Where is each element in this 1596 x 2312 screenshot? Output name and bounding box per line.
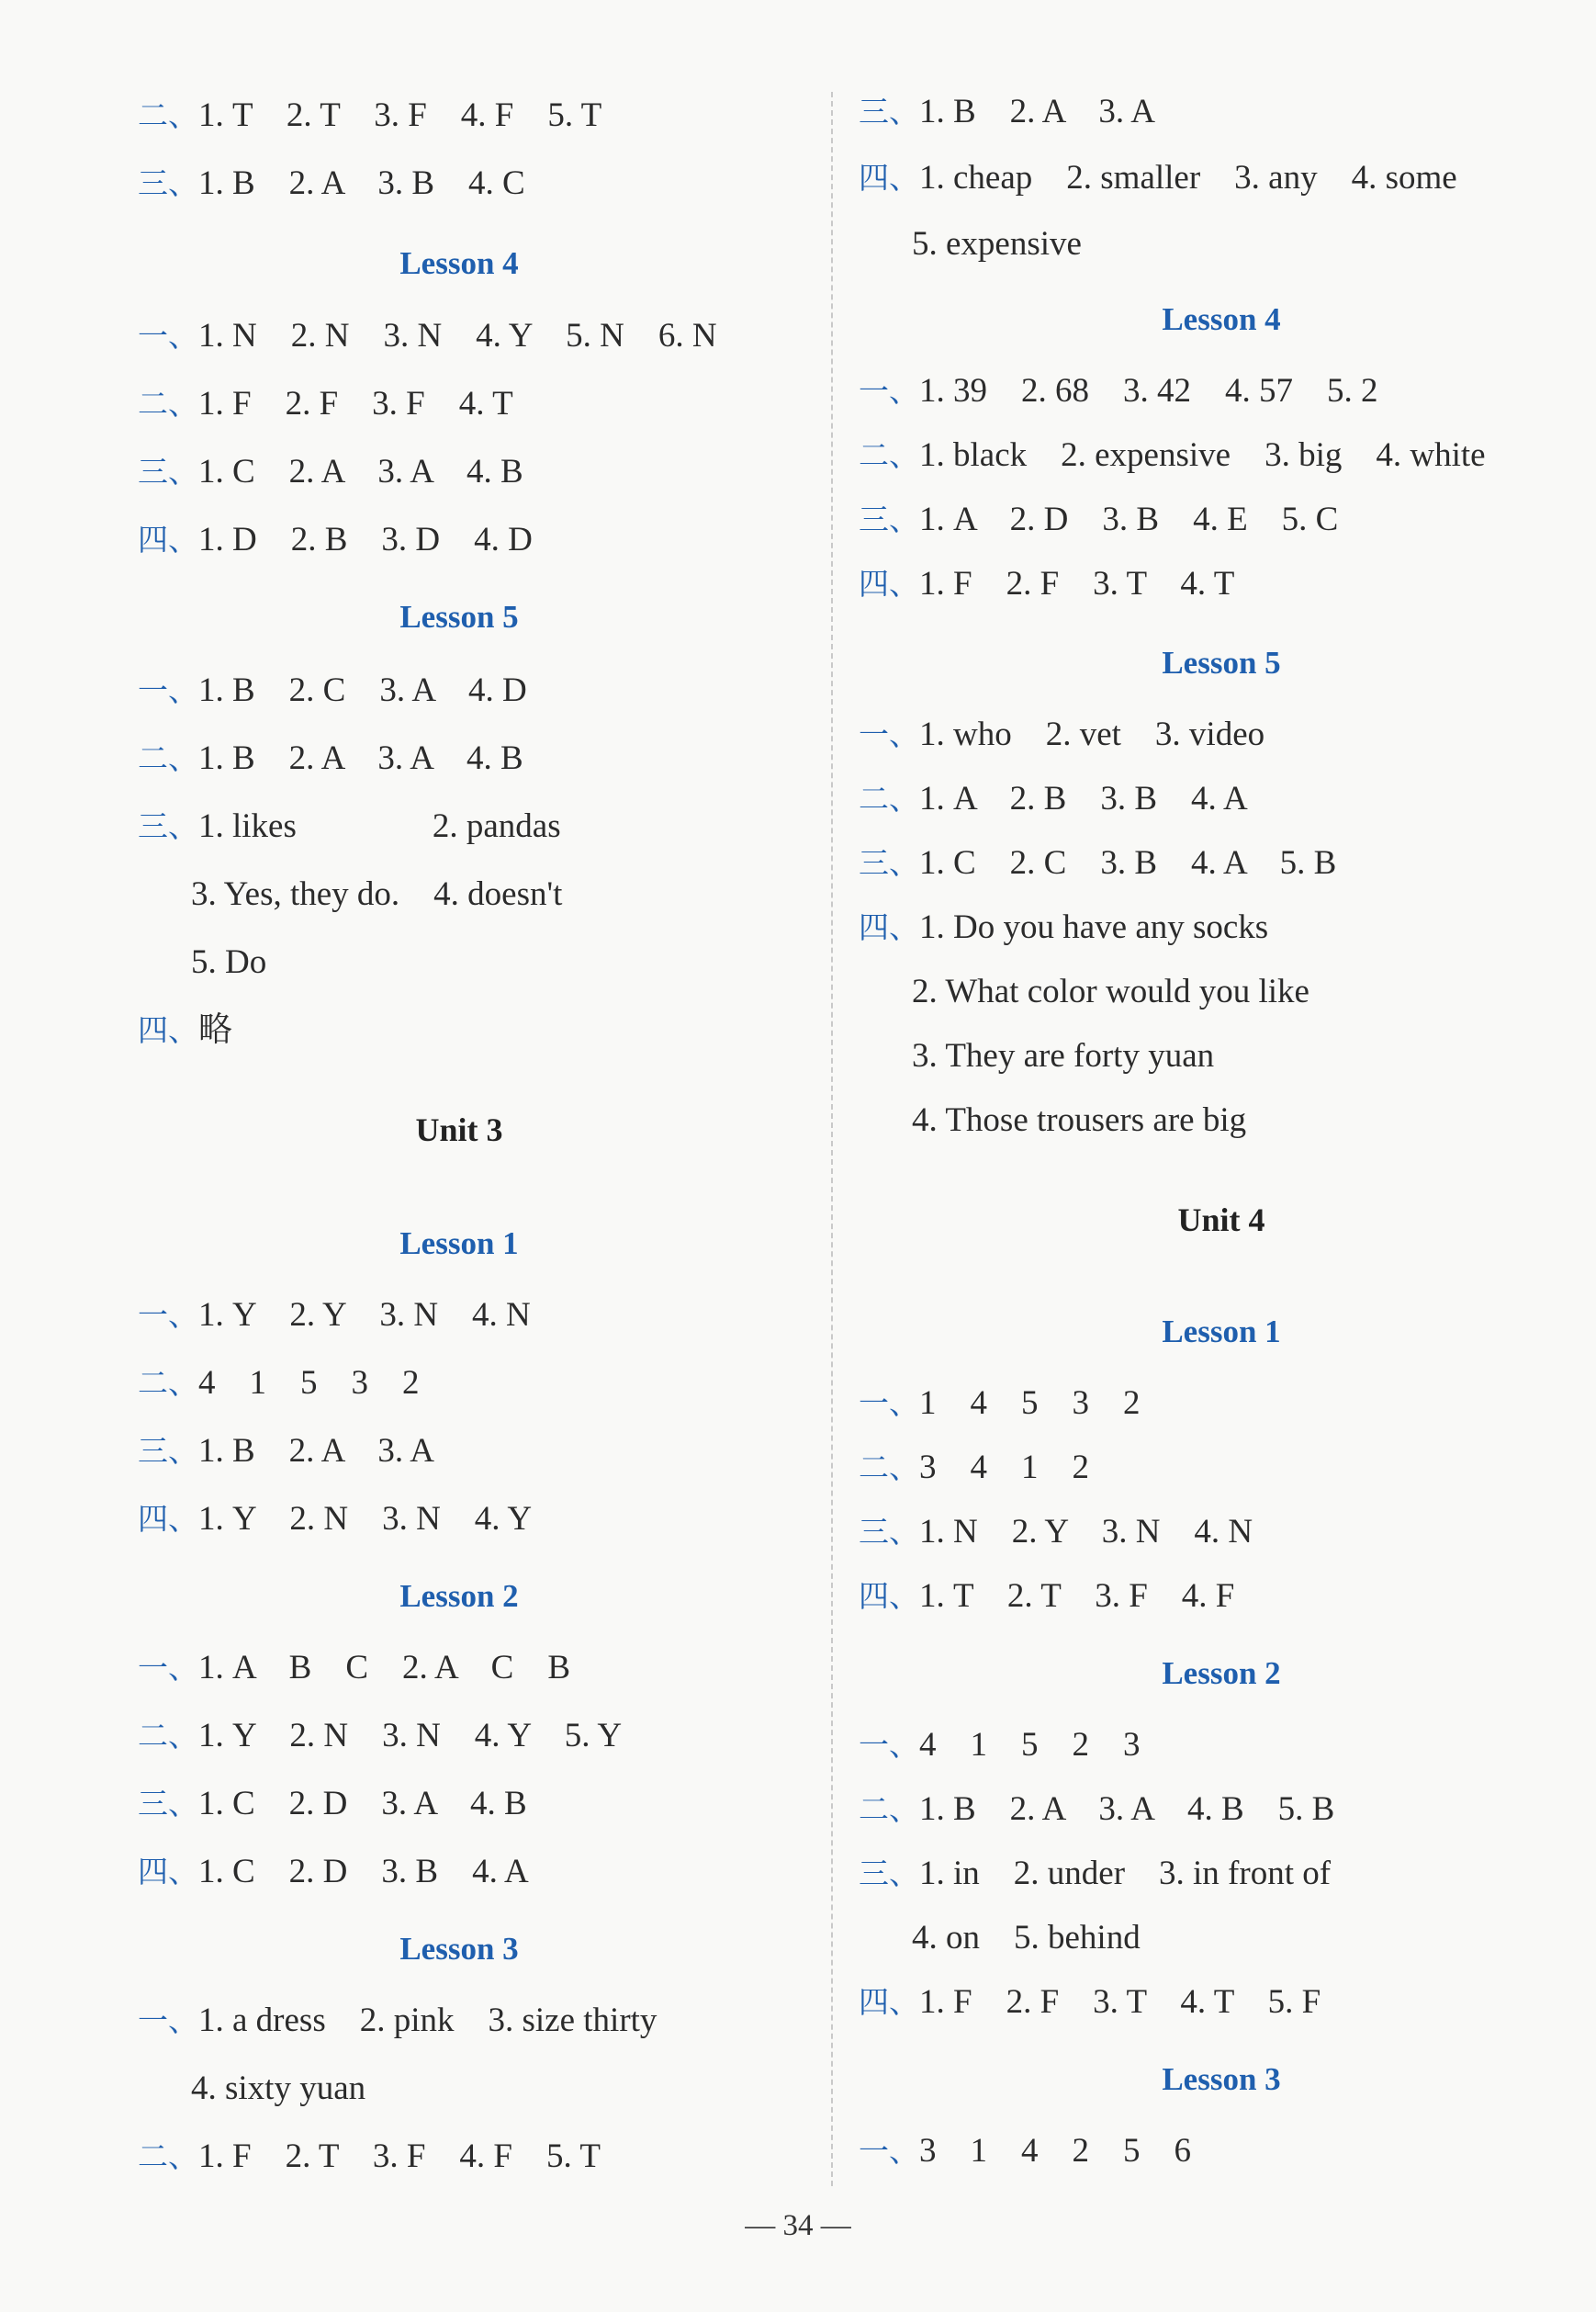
lesson-heading: Lesson 4 xyxy=(399,245,519,281)
answer-line: 二、1. F 2. F 3. F 4. T xyxy=(138,385,513,423)
answer-line: 一、1. who 2. vet 3. video xyxy=(859,716,1265,753)
answer-line: 四、1. T 2. T 3. F 4. F xyxy=(859,1577,1235,1615)
answer-line: 4. on 5. behind xyxy=(912,1919,1141,1957)
answer-line: 三、1. likes 2. pandas xyxy=(138,807,561,845)
answer-line: 一、1. Y 2. Y 3. N 4. N xyxy=(138,1296,531,1334)
answer-line: 二、1. A 2. B 3. B 4. A xyxy=(859,780,1248,818)
answer-line: 三、1. B 2. A 3. B 4. C xyxy=(138,164,525,202)
answer-line: 四、1. C 2. D 3. B 4. A xyxy=(138,1853,529,1890)
answer-line: 四、1. Do you have any socks xyxy=(859,908,1269,946)
answer-line: 5. Do xyxy=(191,943,267,981)
answer-line: 4. Those trousers are big xyxy=(912,1101,1247,1139)
answer-line: 二、1. B 2. A 3. A 4. B 5. B xyxy=(859,1790,1335,1828)
answer-line: 二、1. B 2. A 3. A 4. B xyxy=(138,739,523,777)
answer-line: 一、1. 39 2. 68 3. 42 4. 57 5. 2 xyxy=(859,372,1378,410)
answer-line: 一、4 1 5 2 3 xyxy=(859,1726,1141,1764)
answer-line: 4. sixty yuan xyxy=(191,2070,366,2107)
answer-line: 三、1. N 2. Y 3. N 4. N xyxy=(859,1513,1253,1551)
unit-heading: Unit 4 xyxy=(1177,1201,1265,1238)
answer-line: 一、1 4 5 3 2 xyxy=(859,1384,1141,1422)
lesson-heading: Lesson 5 xyxy=(399,599,519,635)
answer-line: 二、3 4 1 2 xyxy=(859,1449,1089,1486)
answer-line: 一、1. a dress 2. pink 3. size thirty xyxy=(138,2002,658,2039)
lesson-heading: Lesson 5 xyxy=(1162,645,1281,681)
answer-line: 3. They are forty yuan xyxy=(912,1037,1215,1075)
answer-line: 一、1. B 2. C 3. A 4. D xyxy=(138,671,527,709)
lesson-heading: Lesson 2 xyxy=(1162,1655,1281,1691)
unit-heading: Unit 3 xyxy=(415,1111,503,1148)
answer-line: 5. expensive xyxy=(912,225,1082,263)
answer-line: 三、1. B 2. A 3. A xyxy=(138,1432,434,1470)
answer-line: 二、1. F 2. T 3. F 4. F 5. T xyxy=(138,2137,601,2175)
answer-line: 三、1. C 2. A 3. A 4. B xyxy=(138,453,523,491)
answer-line: 二、1. black 2. expensive 3. big 4. white xyxy=(859,436,1486,474)
lesson-heading: Lesson 3 xyxy=(399,1931,519,1967)
lesson-heading: Lesson 3 xyxy=(1162,2061,1281,2097)
answer-line: 3. Yes, they do. 4. doesn't xyxy=(191,875,563,913)
answer-line: 四、1. cheap 2. smaller 3. any 4. some xyxy=(859,159,1457,197)
answer-line: 四、1. F 2. F 3. T 4. T 5. F xyxy=(859,1983,1321,2021)
answer-line: 三、1. C 2. D 3. A 4. B xyxy=(138,1785,527,1822)
answer-line: 二、1. Y 2. N 3. N 4. Y 5. Y xyxy=(138,1717,623,1754)
answer-line: 四、1. Y 2. N 3. N 4. Y xyxy=(138,1500,533,1538)
answer-line: 三、1. B 2. A 3. A xyxy=(859,93,1155,130)
answer-line: 三、1. in 2. under 3. in front of xyxy=(859,1855,1332,1892)
answer-line: 一、1. A B C 2. A C B xyxy=(138,1649,571,1686)
answer-line: 二、4 1 5 3 2 xyxy=(138,1364,420,1402)
column-divider xyxy=(831,92,833,2186)
lesson-heading: Lesson 2 xyxy=(399,1578,519,1614)
answer-line: 2. What color would you like xyxy=(912,973,1309,1010)
answer-line: 四、1. F 2. F 3. T 4. T xyxy=(859,565,1235,603)
answer-line: 一、1. N 2. N 3. N 4. Y 5. N 6. N xyxy=(138,317,717,355)
lesson-heading: Lesson 1 xyxy=(399,1225,519,1261)
answer-line: 三、1. A 2. D 3. B 4. E 5. C xyxy=(859,501,1339,538)
answer-line: 一、3 1 4 2 5 6 xyxy=(859,2132,1191,2170)
answer-line: 四、1. D 2. B 3. D 4. D xyxy=(138,521,533,558)
lesson-heading: Lesson 4 xyxy=(1162,301,1281,337)
answer-line: 三、1. C 2. C 3. B 4. A 5. B xyxy=(859,844,1337,882)
answer-line: 二、1. T 2. T 3. F 4. F 5. T xyxy=(138,96,602,134)
answer-line: 四、略 xyxy=(138,1011,232,1049)
page-number: — 34 — xyxy=(745,2209,851,2242)
lesson-heading: Lesson 1 xyxy=(1162,1314,1281,1349)
